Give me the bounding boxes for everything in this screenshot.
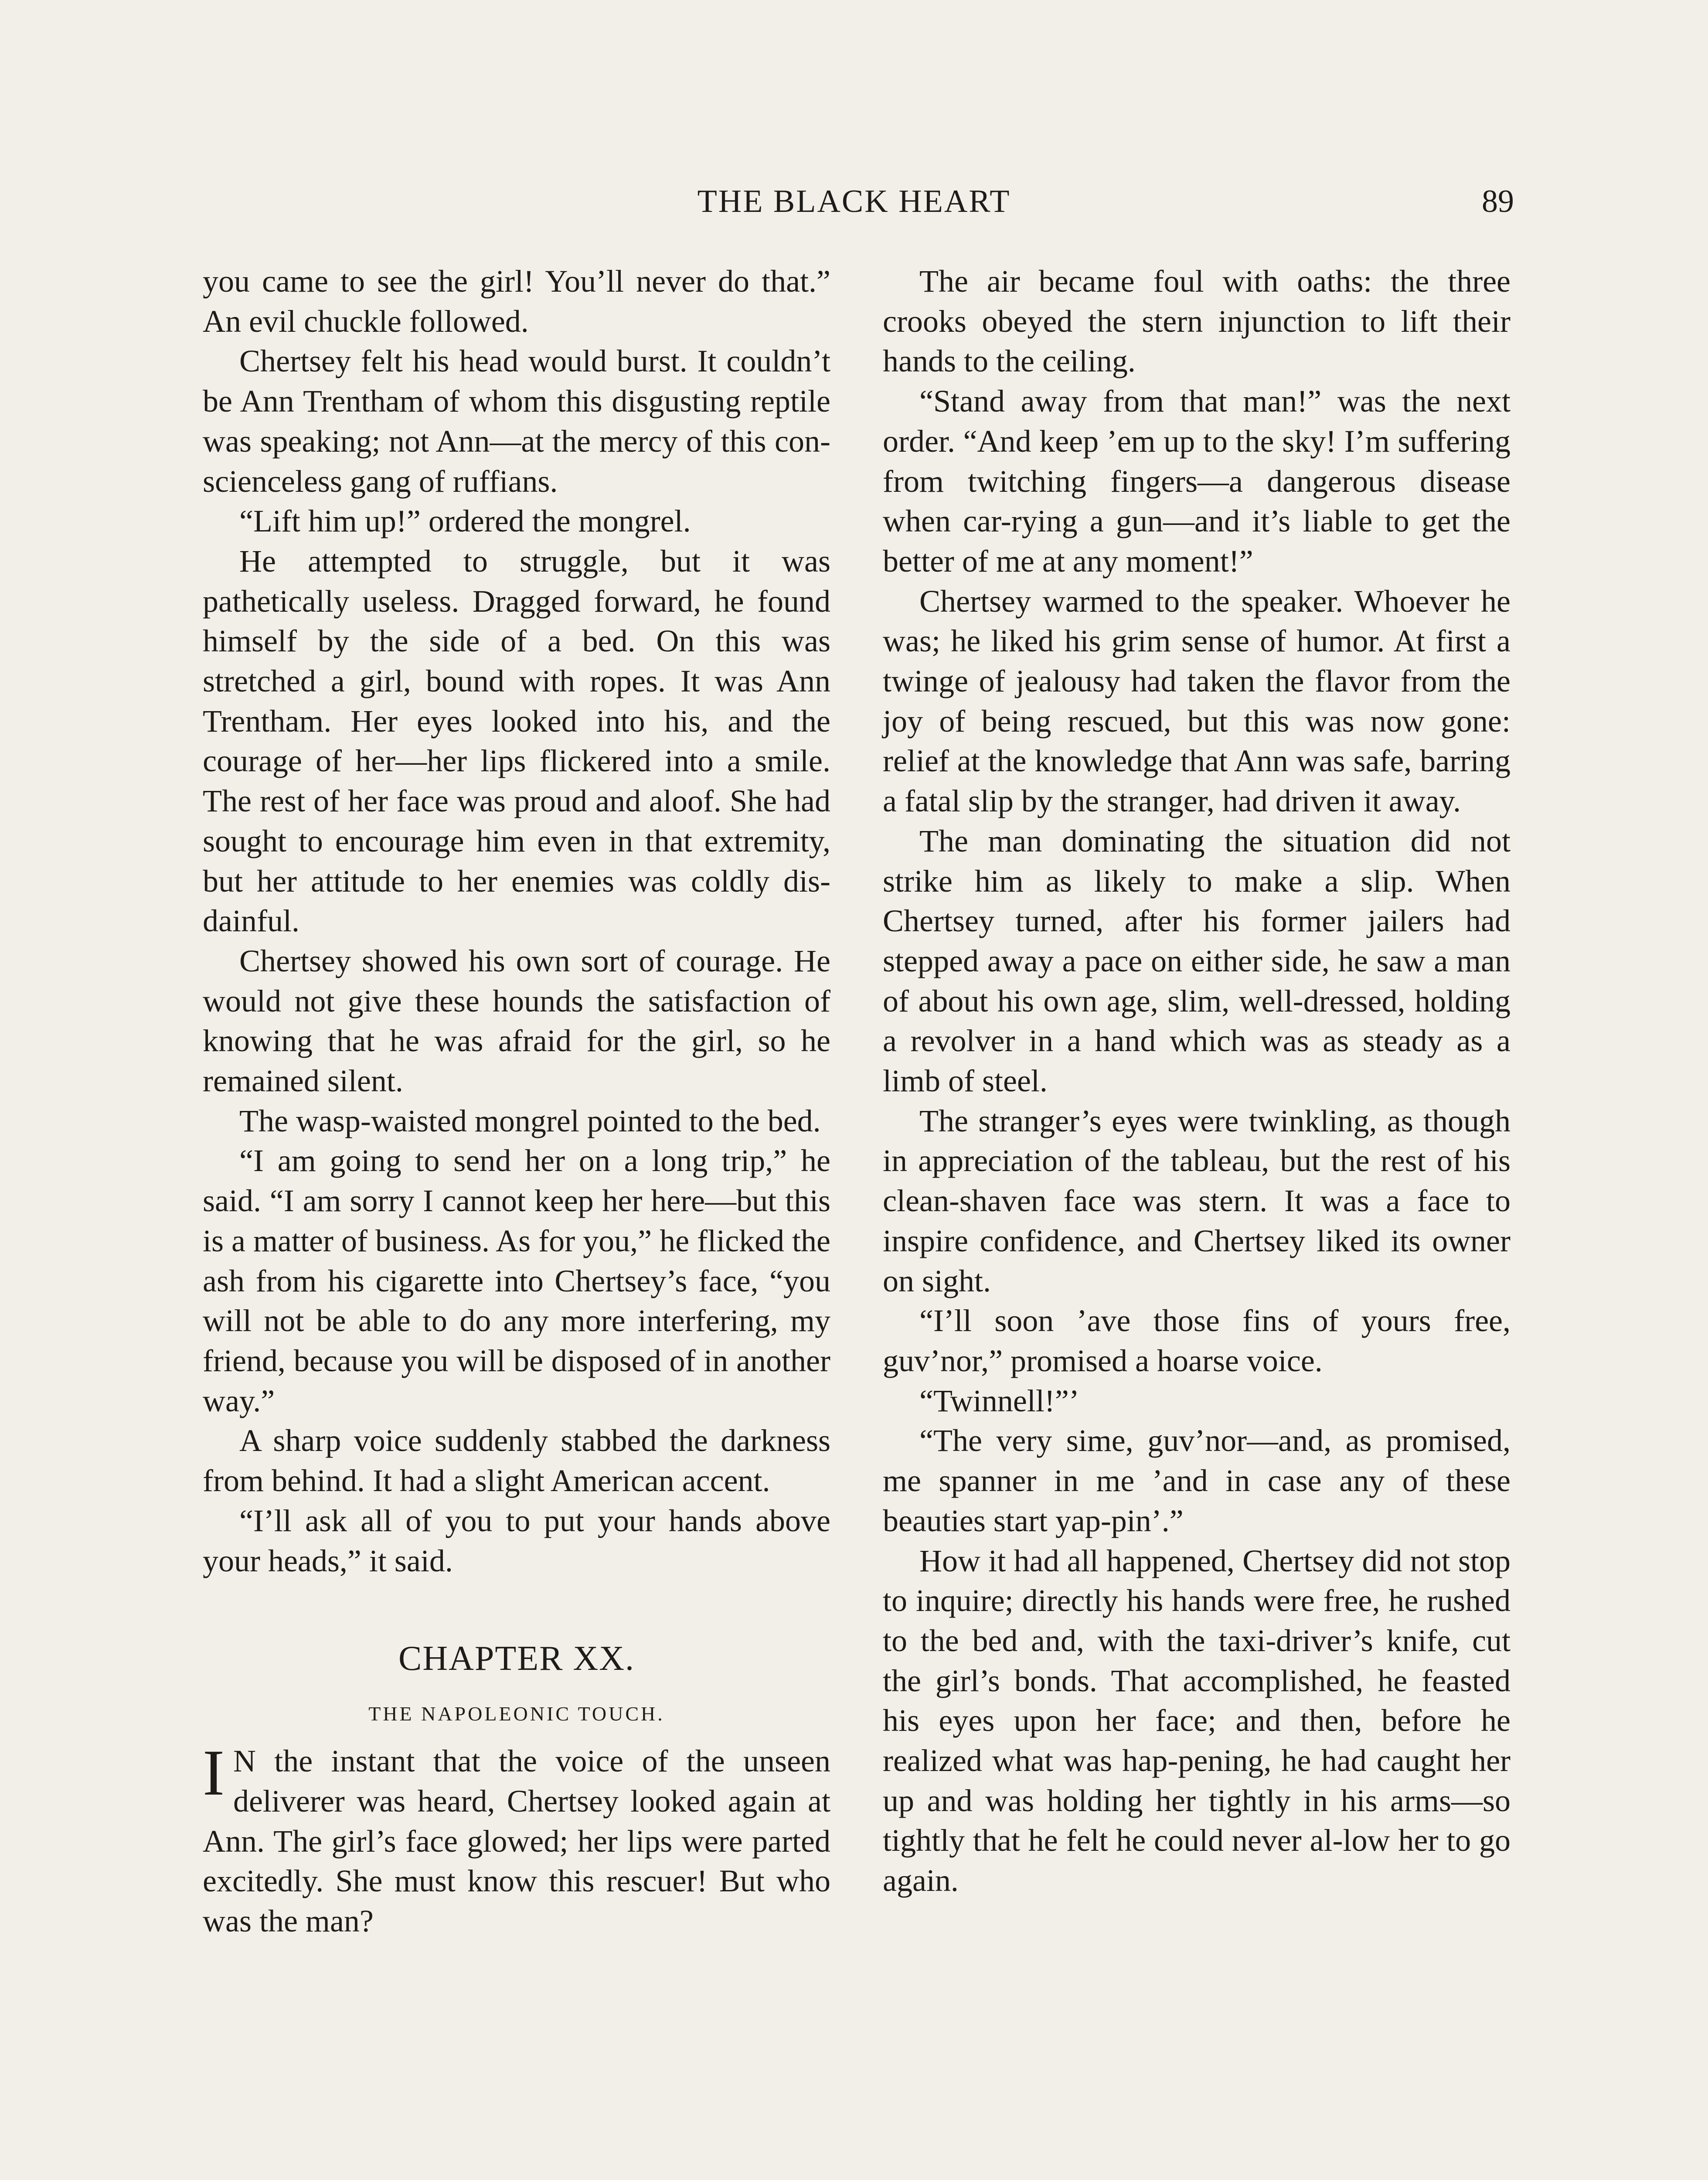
paragraph: “Lift him up!” ordered the mongrel. (239, 504, 691, 539)
paragraph: A sharp voice suddenly stabbed the darkness from behind. It had a slight American accent. (203, 1423, 830, 1499)
paragraph: “Twinnell!”’ (919, 1383, 1079, 1418)
chapter-subtitle: THE NAPOLEONIC TOUCH. (368, 1703, 665, 1725)
running-title: THE BLACK HEART (697, 184, 1011, 219)
page-number: 89 (1482, 184, 1514, 219)
paragraph: Chertsey warmed to the speaker. Whoever he was; he liked his grim sense of humor. At first a twinge of jealousy had taken the flavor from the joy of being rescued, but this was now gone: relief at the knowledge that Ann was safe, barring a fatal slip by the stranger, had driven it away. (883, 583, 1511, 819)
paragraph: The man dominating the situation did not strike him as likely to make a slip. When Chertsey turned, after his former jailers had stepped away a pace on either side, he saw a man of about his own age, slim, well-dressed, holding a revolver in a hand which was as steady as a limb of steel. (883, 823, 1511, 1099)
paragraph: you came to see the girl! You’ll never do that.” An evil chuckle followed. (203, 264, 830, 339)
paragraph: How it had all happened, Chertsey did not stop to inquire; directly his hands were free, he rushed to the bed and, with the taxi-driver’s knife, cut the girl’s bonds. That accomplished, he feasted his eyes upon her face; and then, before he realized what was hap-pening, he had caught her up and was holding her tightly in his arms—so tightly that he felt he could never al-low her to go again. (883, 1543, 1511, 1898)
chapter-opening-text: N the instant that the voice of the unseen deliverer was heard, Chertsey looked again at Ann. The girl’s face glowed; her lips were parted excitedly. She must know this rescuer! But who was the man? (203, 1744, 830, 1939)
drop-cap: I (203, 1737, 225, 1809)
paragraph: He attempted to struggle, but it was pathetically useless. Dragged forward, he found himself by the side of a bed. On this was stretched a girl, bound with ropes. It was Ann Trentham. Her eyes looked into his, and the courage of her—her lips flickered into a smile. The rest of her face was proud and aloof. She had sought to encourage him even in that extremity, but her attitude to her enemies was coldly dis-dainful. (203, 543, 830, 939)
paragraph: The wasp-waisted mongrel pointed to the bed. (239, 1103, 821, 1138)
chapter-opening-paragraph (203, 1737, 830, 1942)
chapter-title: CHAPTER XX. (398, 1639, 635, 1678)
paragraph: The stranger’s eyes were twinkling, as though in appreciation of the tableau, but the rest of his clean-shaven face was stern. It was a face to inspire confidence, and Chertsey liked its owner on sight. (883, 1103, 1511, 1298)
paragraph: “I am going to send her on a long trip,” he said. “I am sorry I cannot keep her here—but this is a matter of business. As for you,” he flicked the ash from his cigarette into Chertsey’s face, “you will not be able to do any more interfering, my friend, because you will be disposed of in another way.” (203, 1143, 830, 1418)
paragraph: Chertsey showed his own sort of courage. He would not give these hounds the satisfaction of knowing that he was afraid for the girl, so he remained silent. (203, 943, 830, 1099)
paragraph: “I’ll soon ’ave those fins of yours free, guv’nor,” promised a hoarse voice. (883, 1303, 1511, 1378)
paragraph: “Stand away from that man!” was the next order. “And keep ’em up to the sky! I’m suffering from twitching fingers—a dangerous disease when car-rying a gun—and it’s liable to get the better of me at any moment!” (883, 384, 1511, 579)
paragraph: Chertsey felt his head would burst. It couldn’t be Ann Trentham of whom this disgusting reptile was speaking; not Ann—at the mercy of this con-scienceless gang of ruffians. (203, 344, 830, 499)
right-column (883, 262, 1511, 1901)
page-header (0, 183, 1708, 235)
paragraph: “The very sime, guv’nor—and, as promised, me spanner in me ’and in case any of these beauties start yap-pin’.” (883, 1423, 1511, 1538)
paragraph: The air became foul with oaths: the three crooks obeyed the stern injunction to lift their hands to the ceiling. (883, 264, 1511, 379)
paragraph: “I’ll ask all of you to put your hands above your heads,” it said. (203, 1503, 830, 1578)
left-column (203, 262, 830, 1942)
